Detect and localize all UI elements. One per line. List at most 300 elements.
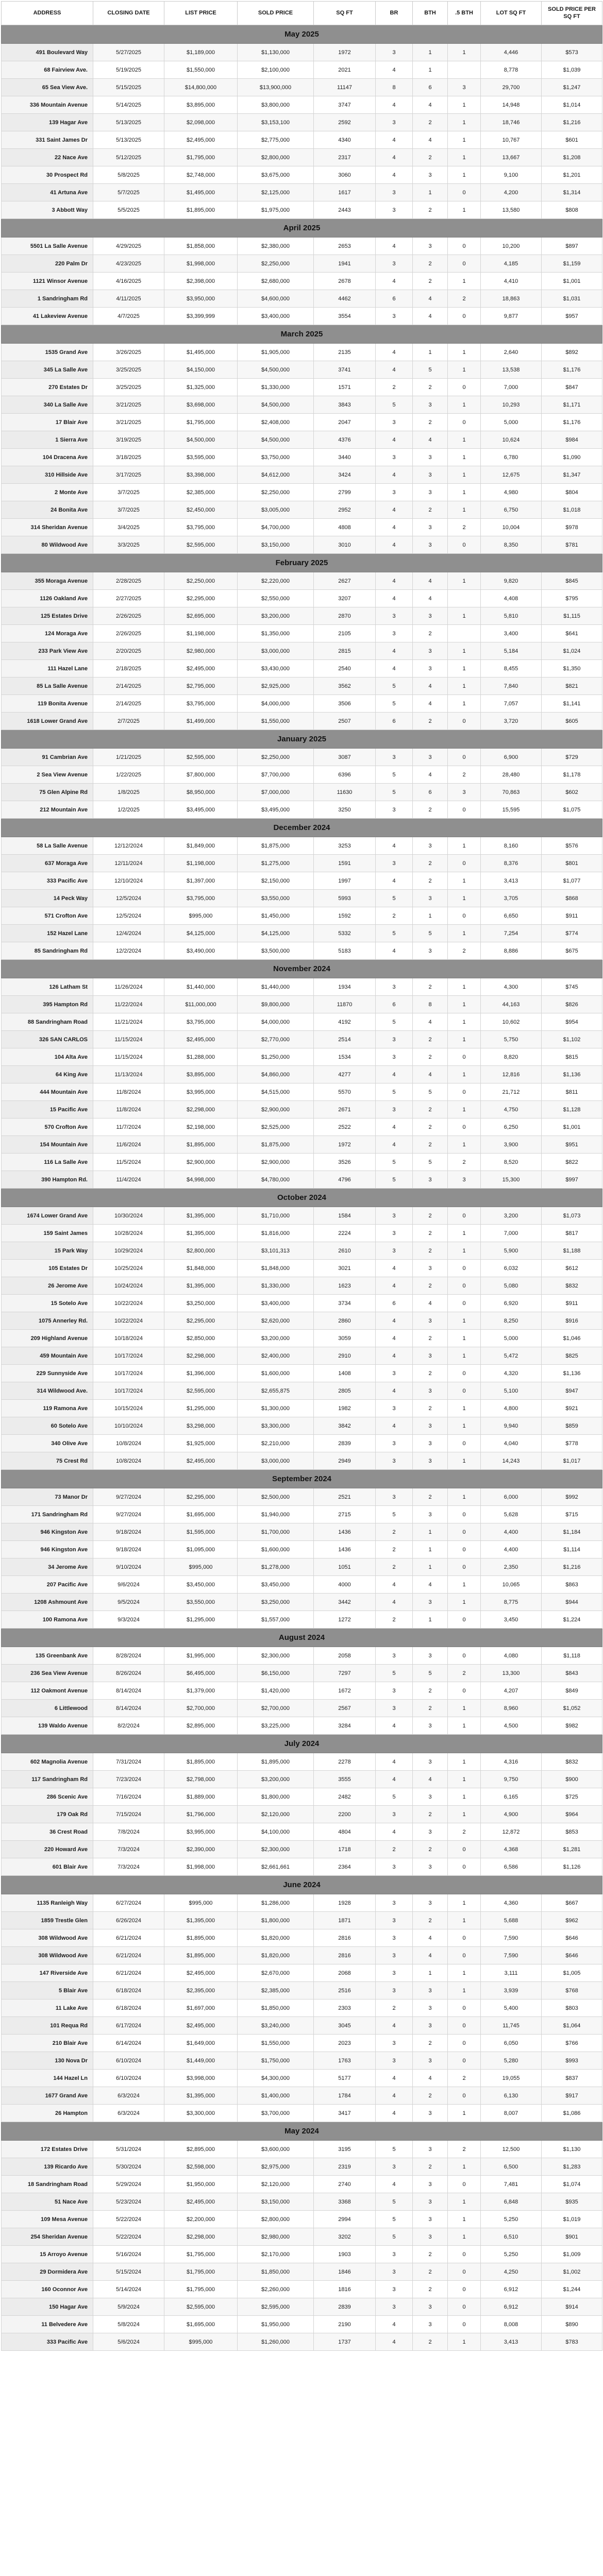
cell-lot-sq-ft: 8,250 [481, 1312, 542, 1330]
cell-lot-sq-ft: 4,368 [481, 1841, 542, 1858]
cell-address: 104 Alta Ave [2, 1048, 93, 1066]
cell-address: 159 Saint James [2, 1225, 93, 1242]
cell-closing-date: 3/25/2025 [93, 379, 164, 396]
cell-bth: 3 [413, 238, 448, 255]
cell-sq-ft: 2627 [314, 572, 376, 590]
cell-closing-date: 6/21/2024 [93, 1929, 164, 1947]
cell-lot-sq-ft: 5,628 [481, 1506, 542, 1523]
cell-price-per-sq-ft: $890 [542, 2316, 602, 2333]
cell-half-bth: 1 [448, 466, 481, 484]
cell-half-bth: 1 [448, 1225, 481, 1242]
cell-br: 3 [376, 1894, 413, 1912]
cell-bth: 2 [413, 2035, 448, 2052]
cell-bth: 4 [413, 431, 448, 449]
cell-half-bth: 0 [448, 1611, 481, 1629]
cell-price-per-sq-ft: $832 [542, 1753, 602, 1771]
cell-address: 1535 Grand Ave [2, 344, 93, 361]
cell-list-price: $1,198,000 [164, 625, 238, 642]
cell-address: 104 Dracena Ave [2, 449, 93, 466]
cell-bth: 3 [413, 1753, 448, 1771]
cell-list-price: $4,998,000 [164, 1171, 238, 1189]
cell-address: 210 Blair Ave [2, 2035, 93, 2052]
cell-sold-price: $1,850,000 [238, 1999, 314, 2017]
cell-half-bth: 0 [448, 713, 481, 730]
cell-lot-sq-ft: 18,863 [481, 290, 542, 308]
cell-price-per-sq-ft: $1,314 [542, 184, 602, 201]
cell-closing-date: 2/7/2025 [93, 713, 164, 730]
cell-address: 64 King Ave [2, 1066, 93, 1083]
cell-closing-date: 11/7/2024 [93, 1118, 164, 1136]
cell-price-per-sq-ft: $1,136 [542, 1066, 602, 1083]
cell-bth: 2 [413, 1207, 448, 1225]
header-lot-sq-ft: LOT SQ FT [481, 2, 542, 25]
cell-half-bth: 1 [448, 201, 481, 219]
cell-sq-ft: 2653 [314, 238, 376, 255]
table-row [2, 290, 602, 308]
cell-list-price: $2,298,000 [164, 2228, 238, 2246]
table-row [2, 890, 602, 907]
cell-sold-price: $3,200,000 [238, 1771, 314, 1788]
cell-bth: 2 [413, 1682, 448, 1700]
table-row [2, 201, 602, 219]
cell-lot-sq-ft: 21,712 [481, 1083, 542, 1101]
cell-address: 333 Pacific Ave [2, 872, 93, 890]
cell-lot-sq-ft: 6,032 [481, 1260, 542, 1277]
cell-br: 4 [376, 2333, 413, 2351]
cell-br: 5 [376, 1083, 413, 1101]
cell-bth: 3 [413, 1999, 448, 2017]
cell-price-per-sq-ft: $917 [542, 2087, 602, 2105]
cell-list-price: $1,795,000 [164, 414, 238, 431]
cell-address: 2 Monte Ave [2, 484, 93, 501]
cell-list-price: $1,998,000 [164, 255, 238, 273]
cell-half-bth: 1 [448, 1013, 481, 1031]
cell-half-bth: 0 [448, 1841, 481, 1858]
cell-lot-sq-ft: 6,050 [481, 2035, 542, 2052]
cell-address: 331 Saint James Dr [2, 131, 93, 149]
cell-bth: 3 [413, 1506, 448, 1523]
cell-half-bth: 0 [448, 749, 481, 766]
cell-sq-ft: 3195 [314, 2141, 376, 2158]
cell-lot-sq-ft: 12,816 [481, 1066, 542, 1083]
cell-sq-ft: 1272 [314, 1611, 376, 1629]
cell-sold-price: $3,153,100 [238, 114, 314, 131]
cell-half-bth: 2 [448, 290, 481, 308]
table-row [2, 2333, 602, 2351]
cell-sq-ft: 3087 [314, 749, 376, 766]
month-label: January 2025 [2, 730, 602, 749]
table-row [2, 607, 602, 625]
cell-price-per-sq-ft: $1,073 [542, 1207, 602, 1225]
cell-half-bth: 1 [448, 501, 481, 519]
cell-lot-sq-ft: 7,590 [481, 1947, 542, 1964]
cell-br: 3 [376, 1207, 413, 1225]
cell-br: 4 [376, 238, 413, 255]
header-closing-date: CLOSING DATE [93, 2, 164, 25]
cell-br: 4 [376, 466, 413, 484]
cell-bth: 2 [413, 255, 448, 273]
cell-list-price: $1,858,000 [164, 238, 238, 255]
cell-bth: 1 [413, 44, 448, 61]
cell-sq-ft: 2839 [314, 2298, 376, 2316]
cell-half-bth: 1 [448, 872, 481, 890]
month-section-header [2, 960, 602, 978]
cell-lot-sq-ft: 8,775 [481, 1594, 542, 1611]
cell-closing-date: 10/25/2024 [93, 1260, 164, 1277]
cell-sq-ft: 1617 [314, 184, 376, 201]
cell-list-price: $2,795,000 [164, 677, 238, 695]
table-row [2, 1999, 602, 2017]
cell-bth: 1 [413, 1964, 448, 1982]
cell-br: 3 [376, 1947, 413, 1964]
cell-sold-price: $1,450,000 [238, 907, 314, 925]
cell-sq-ft: 2952 [314, 501, 376, 519]
table-row [2, 1558, 602, 1576]
month-section-header [2, 1876, 602, 1894]
cell-closing-date: 2/20/2025 [93, 642, 164, 660]
cell-br: 3 [376, 1700, 413, 1717]
cell-lot-sq-ft: 13,300 [481, 1665, 542, 1682]
cell-br: 3 [376, 2158, 413, 2176]
cell-closing-date: 12/12/2024 [93, 837, 164, 855]
cell-lot-sq-ft: 4,316 [481, 1753, 542, 1771]
cell-sold-price: $1,875,000 [238, 1136, 314, 1154]
cell-lot-sq-ft: 9,820 [481, 572, 542, 590]
cell-address: 139 Waldo Avenue [2, 1717, 93, 1735]
cell-lot-sq-ft: 15,300 [481, 1171, 542, 1189]
cell-lot-sq-ft: 8,886 [481, 942, 542, 960]
cell-br: 4 [376, 1066, 413, 1083]
cell-sq-ft: 11630 [314, 784, 376, 801]
table-row [2, 2141, 602, 2158]
cell-bth: 2 [413, 2158, 448, 2176]
cell-price-per-sq-ft: $1,019 [542, 2211, 602, 2228]
cell-sold-price: $1,600,000 [238, 1365, 314, 1382]
cell-address: 125 Estates Drive [2, 607, 93, 625]
cell-sold-price: $7,000,000 [238, 784, 314, 801]
cell-list-price: $1,295,000 [164, 1400, 238, 1417]
cell-sold-price: $3,495,000 [238, 801, 314, 819]
cell-address: 179 Oak Rd [2, 1806, 93, 1823]
cell-price-per-sq-ft: $1,046 [542, 1330, 602, 1347]
cell-lot-sq-ft: 4,446 [481, 44, 542, 61]
cell-price-per-sq-ft: $1,052 [542, 1700, 602, 1717]
cell-bth: 3 [413, 890, 448, 907]
cell-sold-price: $2,300,000 [238, 1647, 314, 1665]
cell-half-bth: 1 [448, 1700, 481, 1717]
table-row [2, 308, 602, 325]
cell-price-per-sq-ft: $1,005 [542, 1964, 602, 1982]
cell-price-per-sq-ft: $801 [542, 855, 602, 872]
cell-sq-ft: 2540 [314, 660, 376, 677]
cell-sq-ft: 1763 [314, 2052, 376, 2070]
cell-bth: 3 [413, 166, 448, 184]
header-list-price: LIST PRICE [164, 2, 238, 25]
cell-half-bth: 1 [448, 1417, 481, 1435]
cell-closing-date: 5/23/2024 [93, 2193, 164, 2211]
cell-price-per-sq-ft: $964 [542, 1806, 602, 1823]
cell-address: 212 Mountain Ave [2, 801, 93, 819]
cell-half-bth: 2 [448, 1154, 481, 1171]
cell-address: 286 Scenic Ave [2, 1788, 93, 1806]
table-row [2, 677, 602, 695]
cell-closing-date: 11/15/2024 [93, 1031, 164, 1048]
cell-price-per-sq-ft: $605 [542, 713, 602, 730]
cell-sq-ft: 2610 [314, 1242, 376, 1260]
cell-br: 4 [376, 166, 413, 184]
cell-lot-sq-ft: 6,000 [481, 1488, 542, 1506]
cell-closing-date: 7/16/2024 [93, 1788, 164, 1806]
cell-bth: 2 [413, 1031, 448, 1048]
cell-closing-date: 5/19/2025 [93, 61, 164, 79]
cell-closing-date: 4/29/2025 [93, 238, 164, 255]
cell-address: 171 Sandringham Rd [2, 1506, 93, 1523]
cell-address: 236 Sea View Avenue [2, 1665, 93, 1682]
cell-half-bth: 1 [448, 1488, 481, 1506]
cell-bth: 4 [413, 1066, 448, 1083]
cell-sold-price: $2,150,000 [238, 872, 314, 890]
cell-price-per-sq-ft: $1,102 [542, 1031, 602, 1048]
cell-price-per-sq-ft: $911 [542, 1295, 602, 1312]
cell-sq-ft: 2200 [314, 1806, 376, 1823]
cell-closing-date: 5/16/2024 [93, 2246, 164, 2263]
cell-address: 395 Hampton Rd [2, 996, 93, 1013]
cell-bth: 4 [413, 2070, 448, 2087]
month-section-header [2, 219, 602, 238]
cell-sold-price: $4,300,000 [238, 2070, 314, 2087]
cell-price-per-sq-ft: $1,283 [542, 2158, 602, 2176]
cell-br: 6 [376, 1295, 413, 1312]
cell-bth: 5 [413, 1665, 448, 1682]
cell-address: 152 Hazel Lane [2, 925, 93, 942]
cell-sold-price: $2,380,000 [238, 238, 314, 255]
cell-br: 3 [376, 44, 413, 61]
cell-bth: 2 [413, 273, 448, 290]
cell-half-bth: 0 [448, 2281, 481, 2298]
cell-half-bth: 1 [448, 1400, 481, 1417]
cell-half-bth: 0 [448, 2263, 481, 2281]
cell-sold-price: $2,900,000 [238, 1101, 314, 1118]
cell-sold-price: $1,710,000 [238, 1207, 314, 1225]
cell-price-per-sq-ft: $1,216 [542, 114, 602, 131]
cell-half-bth: 1 [448, 2105, 481, 2122]
cell-half-bth: 1 [448, 166, 481, 184]
cell-list-price: $1,697,000 [164, 1999, 238, 2017]
cell-sold-price: $4,600,000 [238, 290, 314, 308]
cell-sold-price: $3,000,000 [238, 642, 314, 660]
cell-price-per-sq-ft: $944 [542, 1594, 602, 1611]
cell-closing-date: 6/3/2024 [93, 2087, 164, 2105]
cell-br: 3 [376, 2035, 413, 2052]
cell-br: 3 [376, 1365, 413, 1382]
cell-address: 117 Sandringham Rd [2, 1771, 93, 1788]
cell-list-price: $1,395,000 [164, 1225, 238, 1242]
cell-bth: 3 [413, 1171, 448, 1189]
cell-sold-price: $3,400,000 [238, 1295, 314, 1312]
cell-price-per-sq-ft: $768 [542, 1982, 602, 1999]
cell-br: 3 [376, 801, 413, 819]
table-row [2, 1858, 602, 1876]
cell-bth: 2 [413, 872, 448, 890]
cell-lot-sq-ft: 8,350 [481, 536, 542, 554]
cell-sq-ft: 1784 [314, 2087, 376, 2105]
cell-price-per-sq-ft: $978 [542, 519, 602, 536]
cell-br: 4 [376, 96, 413, 114]
cell-sold-price: $2,400,000 [238, 1347, 314, 1365]
cell-price-per-sq-ft: $1,224 [542, 1611, 602, 1629]
cell-sold-price: $1,286,000 [238, 1894, 314, 1912]
cell-sold-price: $2,620,000 [238, 1312, 314, 1330]
cell-bth: 4 [413, 766, 448, 784]
cell-bth: 3 [413, 2105, 448, 2122]
month-label: August 2024 [2, 1629, 602, 1647]
cell-br: 4 [376, 1594, 413, 1611]
cell-sold-price: $3,550,000 [238, 890, 314, 907]
cell-half-bth: 2 [448, 2070, 481, 2087]
cell-bth: 2 [413, 2087, 448, 2105]
cell-lot-sq-ft: 8,376 [481, 855, 542, 872]
cell-closing-date: 5/15/2025 [93, 79, 164, 96]
table-row [2, 2281, 602, 2298]
cell-br: 4 [376, 1118, 413, 1136]
cell-list-price: $14,800,000 [164, 79, 238, 96]
cell-sold-price: $2,700,000 [238, 1700, 314, 1717]
cell-lot-sq-ft: 4,207 [481, 1682, 542, 1700]
cell-address: 444 Mountain Ave [2, 1083, 93, 1101]
cell-address: 1208 Ashmount Ave [2, 1594, 93, 1611]
cell-sold-price: $1,700,000 [238, 1523, 314, 1541]
cell-lot-sq-ft: 13,580 [481, 201, 542, 219]
table-row [2, 238, 602, 255]
table-row [2, 837, 602, 855]
cell-address: 105 Estates Dr [2, 1260, 93, 1277]
cell-list-price: $2,748,000 [164, 166, 238, 184]
cell-closing-date: 5/6/2024 [93, 2333, 164, 2351]
cell-closing-date: 7/3/2024 [93, 1858, 164, 1876]
cell-list-price: $2,250,000 [164, 572, 238, 590]
cell-br: 2 [376, 1841, 413, 1858]
table-row [2, 1506, 602, 1523]
cell-sq-ft: 2190 [314, 2316, 376, 2333]
cell-bth: 3 [413, 749, 448, 766]
cell-list-price: $2,800,000 [164, 1242, 238, 1260]
cell-bth: 2 [413, 1700, 448, 1717]
cell-half-bth: 1 [448, 1964, 481, 1982]
cell-bth: 2 [413, 801, 448, 819]
month-label: October 2024 [2, 1189, 602, 1207]
table-row [2, 801, 602, 819]
cell-address: 571 Crofton Ave [2, 907, 93, 925]
cell-address: 207 Pacific Ave [2, 1576, 93, 1594]
cell-closing-date: 11/22/2024 [93, 996, 164, 1013]
cell-closing-date: 3/7/2025 [93, 501, 164, 519]
table-row [2, 1013, 602, 1031]
cell-address: 65 Sea View Ave. [2, 79, 93, 96]
cell-closing-date: 6/3/2024 [93, 2105, 164, 2122]
cell-sq-ft: 4192 [314, 1013, 376, 1031]
cell-price-per-sq-ft: $845 [542, 572, 602, 590]
cell-price-per-sq-ft: $1,115 [542, 607, 602, 625]
cell-half-bth: 1 [448, 96, 481, 114]
cell-sold-price: $2,980,000 [238, 2228, 314, 2246]
cell-bth: 3 [413, 1788, 448, 1806]
cell-br: 3 [376, 414, 413, 431]
cell-bth: 4 [413, 677, 448, 695]
cell-closing-date: 9/5/2024 [93, 1594, 164, 1611]
cell-half-bth: 3 [448, 1171, 481, 1189]
cell-half-bth: 1 [448, 1242, 481, 1260]
cell-list-price: $1,449,000 [164, 2052, 238, 2070]
cell-sq-ft: 2799 [314, 484, 376, 501]
cell-half-bth: 0 [448, 1260, 481, 1277]
cell-sold-price: $2,661,661 [238, 1858, 314, 1876]
cell-list-price: $6,495,000 [164, 1665, 238, 1682]
cell-half-bth: 2 [448, 519, 481, 536]
cell-lot-sq-ft: 6,912 [481, 2298, 542, 2316]
cell-sold-price: $1,300,000 [238, 1400, 314, 1417]
cell-sq-ft: 3554 [314, 308, 376, 325]
cell-list-price: $995,000 [164, 1558, 238, 1576]
cell-br: 4 [376, 872, 413, 890]
cell-br: 4 [376, 942, 413, 960]
cell-sold-price: $3,250,000 [238, 1594, 314, 1611]
cell-closing-date: 9/27/2024 [93, 1488, 164, 1506]
cell-address: 220 Howard Ave [2, 1841, 93, 1858]
cell-price-per-sq-ft: $892 [542, 344, 602, 361]
cell-list-price: $3,998,000 [164, 2070, 238, 2087]
cell-closing-date: 6/26/2024 [93, 1912, 164, 1929]
cell-closing-date: 3/19/2025 [93, 431, 164, 449]
table-row [2, 1312, 602, 1330]
cell-closing-date: 11/8/2024 [93, 1083, 164, 1101]
cell-br: 5 [376, 925, 413, 942]
cell-sq-ft: 3734 [314, 1295, 376, 1312]
cell-bth: 1 [413, 907, 448, 925]
cell-address: 345 La Salle Ave [2, 361, 93, 379]
cell-sold-price: $3,700,000 [238, 2105, 314, 2122]
cell-sold-price: $1,875,000 [238, 837, 314, 855]
cell-list-price: $1,595,000 [164, 1523, 238, 1541]
cell-lot-sq-ft: 7,057 [481, 695, 542, 713]
cell-sq-ft: 3506 [314, 695, 376, 713]
table-header [2, 2, 602, 25]
cell-list-price: $2,495,000 [164, 2193, 238, 2211]
cell-half-bth: 1 [448, 1031, 481, 1048]
table-row [2, 2017, 602, 2035]
cell-address: 100 Ramona Ave [2, 1611, 93, 1629]
cell-sq-ft: 2023 [314, 2035, 376, 2052]
table-row [2, 1083, 602, 1101]
table-row [2, 1452, 602, 1470]
cell-br: 4 [376, 1382, 413, 1400]
cell-sold-price: $2,250,000 [238, 749, 314, 766]
cell-lot-sq-ft: 7,000 [481, 379, 542, 396]
cell-price-per-sq-ft: $947 [542, 1382, 602, 1400]
cell-bth: 4 [413, 695, 448, 713]
table-row [2, 1347, 602, 1365]
cell-half-bth: 0 [448, 801, 481, 819]
cell-price-per-sq-ft: $1,130 [542, 2141, 602, 2158]
cell-address: 15 Arroyo Avenue [2, 2246, 93, 2263]
table-row [2, 431, 602, 449]
cell-br: 5 [376, 2193, 413, 2211]
cell-sold-price: $2,900,000 [238, 1154, 314, 1171]
cell-bth: 4 [413, 290, 448, 308]
cell-price-per-sq-ft: $1,086 [542, 2105, 602, 2122]
cell-sold-price: $1,550,000 [238, 713, 314, 730]
table-row [2, 2193, 602, 2211]
cell-price-per-sq-ft: $914 [542, 2298, 602, 2316]
